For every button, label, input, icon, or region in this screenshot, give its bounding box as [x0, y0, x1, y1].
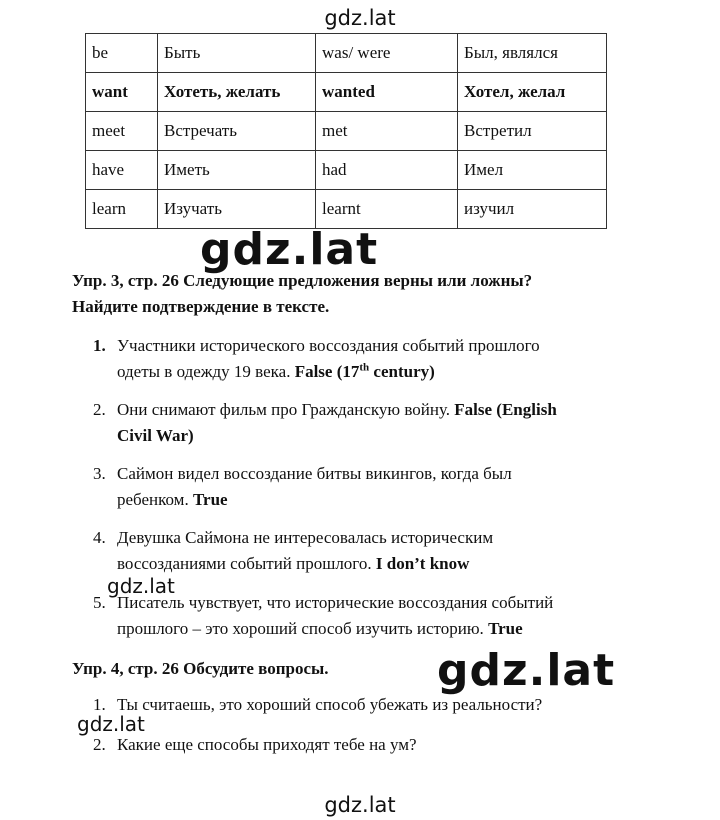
table-row: [86, 190, 607, 229]
table-row: [86, 34, 607, 73]
table-cell: Хотел, желал: [458, 73, 607, 112]
statement-text: одеты в одежду 19 века.: [117, 362, 291, 381]
table-cell: met: [316, 112, 458, 151]
statement-4: [93, 525, 633, 577]
table-cell: want: [86, 73, 158, 112]
table-cell: learnt: [316, 190, 458, 229]
watermark-small-1: gdz.lat: [107, 574, 175, 598]
exercise-3-heading: [72, 268, 632, 320]
statement-3: [93, 461, 633, 513]
watermark-large-2: gdz.lat: [437, 645, 616, 696]
table-cell: Хотеть, желать: [158, 73, 316, 112]
answer-label: True: [488, 619, 523, 638]
item-number: 1.: [93, 336, 106, 355]
table-cell: Встретил: [458, 112, 607, 151]
table-cell: Иметь: [158, 151, 316, 190]
table-row: [86, 73, 607, 112]
table-cell: изучил: [458, 190, 607, 229]
watermark-large-1: gdz.lat: [200, 224, 379, 275]
table-cell: meet: [86, 112, 158, 151]
table-cell: Быть: [158, 34, 316, 73]
statement-1: [93, 333, 633, 385]
table-cell: Встречать: [158, 112, 316, 151]
verb-forms-table: [85, 33, 607, 229]
table-cell: learn: [86, 190, 158, 229]
watermark-bottom: gdz.lat: [324, 793, 396, 817]
answer-label: I don’t know: [375, 554, 470, 573]
table-cell: Был, являлся: [458, 34, 607, 73]
table-cell: Имел: [458, 151, 607, 190]
answer-label: True: [192, 490, 228, 509]
exercise-3-heading-line2: Найдите подтверждение в тексте.: [72, 297, 330, 316]
table-cell: had: [316, 151, 458, 190]
table-cell: have: [86, 151, 158, 190]
table-cell: wanted: [316, 73, 458, 112]
answer-label: False (English: [454, 400, 557, 419]
statement-2: [93, 397, 633, 449]
answer-label-continued: Civil War): [117, 426, 194, 445]
statement-text: Саймон видел воссоздание битвы викингов, когда был: [117, 464, 512, 483]
item-number: 5.: [93, 593, 106, 612]
question-text: Ты считаешь, это хороший способ убежать из реальности?: [117, 695, 543, 714]
item-number: 4.: [93, 528, 106, 547]
statement-text: ребенком.: [117, 490, 189, 509]
item-number: 2.: [93, 400, 106, 419]
exercise-3-heading-line1: Упр. 3, стр. 26 Следующие предложения верны или ложны?: [72, 271, 533, 290]
answer-label: False (17th century): [294, 361, 435, 381]
exercise-4-heading: Упр. 4, стр. 26 Обсудите вопросы.: [72, 659, 329, 678]
statement-text: прошлого – это хороший способ изучить историю.: [117, 619, 484, 638]
table-row: [86, 112, 607, 151]
item-number: 3.: [93, 464, 106, 483]
question-2: [93, 732, 633, 758]
statement-text: воссозданиями событий прошлого.: [117, 554, 372, 573]
watermark-small-2: gdz.lat: [77, 712, 145, 736]
item-number: 1.: [93, 695, 106, 714]
statement-text: Девушка Саймона не интересовалась историческим: [117, 528, 494, 547]
table-row: [86, 151, 607, 190]
question-text: Какие еще способы приходят тебе на ум?: [117, 735, 417, 754]
item-number: 2.: [93, 735, 106, 754]
statement-text: Писатель чувствует, что исторические воссоздания событий: [117, 593, 554, 612]
table-cell: was/ were: [316, 34, 458, 73]
statement-text: Они снимают фильм про Гражданскую войну.: [117, 400, 451, 419]
table-cell: be: [86, 34, 158, 73]
statement-text: Участники исторического воссоздания событий прошлого: [117, 336, 540, 355]
watermark-top: gdz.lat: [324, 6, 396, 30]
table-cell: Изучать: [158, 190, 316, 229]
